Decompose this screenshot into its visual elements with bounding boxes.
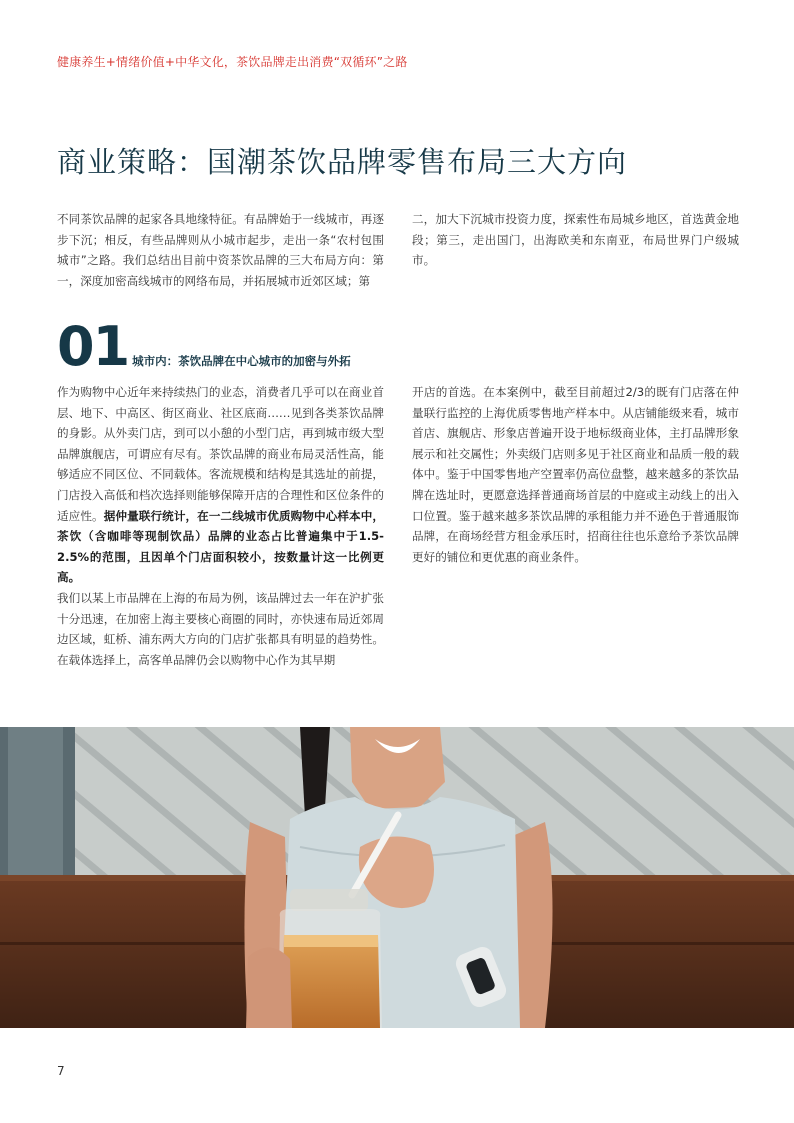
section-left-column — [57, 382, 384, 670]
intro-paragraph-right: 二，加大下沉城市投资力度，探索性布局城乡地区，首选黄金地段；第三，走出国门，出海欧美和东南亚，布局世界门户级城市。 — [412, 212, 739, 268]
photo-woman-with-milk-tea — [0, 727, 794, 1028]
section-title: 城市内：茶饮品牌在中心城市的加密与外拓 — [132, 354, 351, 368]
section-number: 01 — [57, 315, 129, 378]
section-paragraph-right: 开店的首选。在本案例中，截至目前超过2/3的既有门店落在仲量联行监控的上海优质零售地产样本中。从店铺能级来看，城市首店、旗舰店、形象店普遍开设于地标级商业体，主打品牌形象展示和社交属性；外卖级门店则多见于社区商业和品质一般的载体中。鉴于中国零售地产空置率仍高位盘整，越来越多的茶饮品牌在选址时，更愿意选择普通商场首层的中庭或主动线上的出入口位置。鉴于越来越多茶饮品牌的承租能力并不逊色于普通服饰品牌，在商场经营方租金承压时，招商往往也乐意给予茶饮品牌更好的铺位和更优惠的商业条件。 — [412, 385, 739, 564]
intro-left-column — [57, 209, 384, 291]
page-number: 7 — [57, 1064, 65, 1078]
photo-illustration — [0, 727, 794, 1028]
section-paragraph — [57, 382, 384, 588]
header-tag: 健康养生+情绪价值+中华文化，茶饮品牌走出消费“双循环”之路 — [57, 55, 408, 69]
section-text-1: 作为购物中心近年来持续热门的业态，消费者几乎可以在商业首层、地下、中高区、街区商业、社区底商……见到各类茶饮品牌的身影。从外卖门店，到可以小憩的小型门店，再到城市级大型品牌旗舰店，可谓应有尽有。茶饮品牌的商业布局灵活性高，能够适应不同区位、不同载体。客流规模和结构是其选址的前提，门店投入高低和档次选择则能够保障开店的合理性和区位条件的适应性。 — [57, 385, 384, 523]
page-title: 商业策略：国潮茶饮品牌零售布局三大方向 — [57, 145, 628, 179]
section-paragraph-2: 我们以某上市品牌在上海的布局为例，该品牌过去一年在沪扩张十分迅速，在加密上海主要核心商圈的同时，亦快速布局近郊周边区域，虹桥、浦东两大方向的门店扩张都具有明显的趋势性。在载体选择上，高客单品牌仍会以购物中心作为其早期 — [57, 590, 384, 667]
section-right-column — [412, 382, 739, 567]
section-heading — [57, 315, 351, 378]
intro-right-column — [412, 209, 739, 271]
section-bold-statistic: 据仲量联行统计，在一二线城市优质购物中心样本中，茶饮（含咖啡等现制饮品）品牌的业态占比普遍集中于1.5-2.5%的范围，且因单个门店面积较小，按数量计这一比例更高。 — [57, 508, 384, 585]
intro-paragraph-left: 不同茶饮品牌的起家各具地缘特征。有品牌始于一线城市，再逐步下沉；相反，有些品牌则从小城市起步，走出一条“农村包围城市”之路。我们总结出目前中资茶饮品牌的三大布局方向：第一，深度加密高线城市的网络布局，并拓展城市近郊区域；第 — [57, 212, 384, 288]
